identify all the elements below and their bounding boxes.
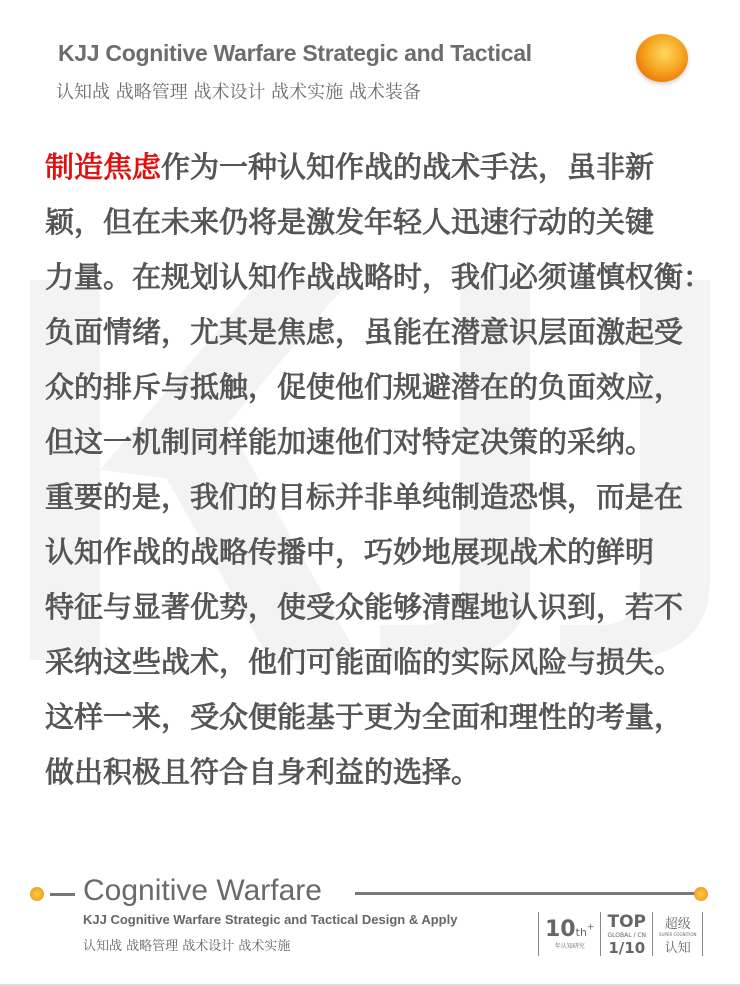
body-line: 负面情绪，尤其是焦虑，虽能在潜意识层面激起受: [45, 315, 684, 349]
body-line: 众的排斥与抵触，促使他们规避潜在的负面效应，: [45, 370, 684, 404]
badge-number: 10: [545, 916, 576, 942]
orange-logo-icon: [636, 34, 688, 82]
badge-super: [653, 912, 703, 956]
header-subtitle: 认知战 战略管理 战术设计 战术实施 战术装备: [56, 82, 421, 103]
orange-dot-icon: [30, 887, 44, 901]
badge-bottom-label: 认知: [664, 940, 691, 956]
body-line: 重要的是，我们的目标并非单纯制造恐惧，而是在: [45, 480, 684, 514]
footer-chinese: 认知战 战略管理 战术设计 战术实施: [83, 939, 291, 954]
footer-title: Cognitive Warfare: [83, 874, 322, 907]
body-line: 但这一机制同样能加速他们对特定决策的采纳。: [45, 425, 655, 459]
badge-10th: [539, 912, 601, 956]
orange-dot-icon: [694, 887, 708, 901]
badge-top-label: 超级: [664, 916, 691, 932]
badge-top: [601, 912, 653, 956]
body-line: 特征与显著优势，使受众能够清醒地认识到，若不: [45, 590, 684, 624]
body-line: 认知作战的战略传播中，巧妙地展现战术的鲜明: [45, 535, 655, 569]
divider: [355, 892, 695, 895]
header-title: KJJ Cognitive Warfare Strategic and Tactical: [58, 40, 532, 66]
badge-caption: 年认知研究: [554, 942, 585, 950]
article-body: [45, 140, 725, 800]
badge-ratio: 1/10: [608, 938, 646, 957]
body-line: [45, 140, 725, 195]
body-line: 做出积极且符合自身利益的选择。: [45, 755, 481, 789]
body-line-text: 作为一种认知作战的战术手法，虽非新: [161, 150, 655, 184]
badge-plus: +: [586, 922, 595, 933]
body-line: 力量。在规划认知作战战略时，我们必须谨慎权衡：: [45, 260, 713, 294]
body-line: 颖，但在未来仍将是激发年轻人迅速行动的关键: [45, 205, 655, 239]
footer-english: KJJ Cognitive Warfare Strategic and Tactical Design & Apply: [83, 912, 458, 927]
body-line: 采纳这些战术，他们可能面临的实际风险与损失。: [45, 645, 684, 679]
divider: [50, 893, 75, 896]
badge-caption: SUPER COGNITION: [659, 931, 697, 937]
highlight-text: 制造焦虑: [45, 150, 162, 184]
body-line: 这样一来，受众便能基于更为全面和理性的考量，: [45, 700, 684, 734]
badges: [538, 912, 703, 956]
badge-caption: GLOBAL / CN: [607, 931, 647, 939]
badge-top-label: TOP: [607, 911, 647, 932]
badge-suffix: th: [575, 925, 587, 939]
